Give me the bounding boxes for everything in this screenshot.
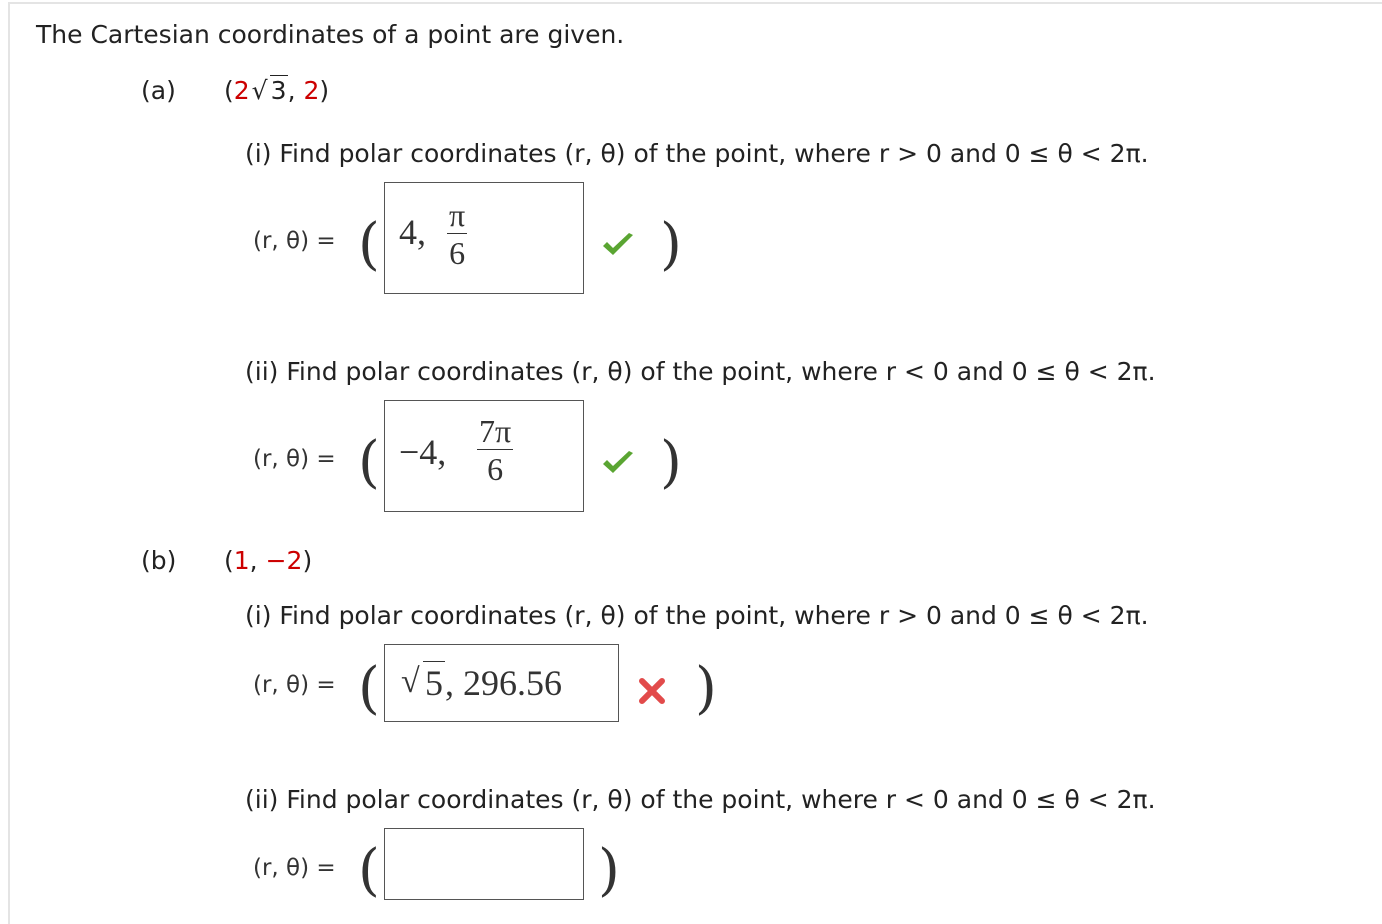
check-icon xyxy=(601,450,635,476)
part-a-i-answer-box[interactable] xyxy=(384,182,584,294)
close-paren: ) xyxy=(695,656,717,721)
open-paren: ( xyxy=(358,656,380,721)
sqrt-symbol: √ 5 xyxy=(401,663,443,703)
part-a-point: (2 √ 3, 2) xyxy=(224,76,330,105)
question-intro: The Cartesian coordinates of a point are given. xyxy=(36,20,625,49)
panel-top-border xyxy=(8,2,1382,4)
point-b-x: 1 xyxy=(233,546,250,575)
open-paren: ( xyxy=(358,430,380,495)
part-b-point: (1, −2) xyxy=(224,546,313,575)
open-paren: ( xyxy=(358,212,380,277)
close-paren: ) xyxy=(598,838,620,903)
part-a-i-lhs: (r, θ) = xyxy=(253,228,336,254)
part-b-ii-lhs: (r, θ) = xyxy=(253,855,336,881)
answer-r: −4, xyxy=(399,432,447,472)
part-b-i-prompt: (i) Find polar coordinates (r, θ) of the point, where r > 0 and 0 ≤ θ < 2π. xyxy=(245,601,1149,630)
answer-theta-fraction: $\frac{7\pi}{6}$ xyxy=(479,413,512,487)
point-a-x-coefficient: 2 xyxy=(233,76,250,105)
answer-value: √ 5, 296.56 xyxy=(401,663,562,703)
part-a-label: (a) xyxy=(141,76,176,105)
part-a-ii-prompt: (ii) Find polar coordinates (r, θ) of the point, where r < 0 and 0 ≤ θ < 2π. xyxy=(245,357,1156,386)
point-a-y: 2 xyxy=(303,76,320,105)
close-paren: ) xyxy=(660,430,682,495)
sqrt-symbol: √ 3 xyxy=(251,76,287,105)
cross-icon xyxy=(638,677,666,705)
part-a-ii-answer-box[interactable] xyxy=(384,400,584,512)
check-icon xyxy=(601,232,635,258)
answer-theta-fraction: $\frac{\pi}{6}$ xyxy=(449,197,466,271)
part-a-i-prompt: (i) Find polar coordinates (r, θ) of the point, where r > 0 and 0 ≤ θ < 2π. xyxy=(245,139,1149,168)
open-paren: ( xyxy=(358,838,380,903)
panel-left-border xyxy=(8,2,10,924)
part-a-ii-lhs: (r, θ) = xyxy=(253,446,336,472)
answer-r: 4, xyxy=(399,212,426,252)
part-b-i-lhs: (r, θ) = xyxy=(253,672,336,698)
close-paren: ) xyxy=(660,212,682,277)
part-b-label: (b) xyxy=(141,546,177,575)
part-b-ii-answer-input[interactable] xyxy=(384,828,584,900)
part-b-ii-prompt: (ii) Find polar coordinates (r, θ) of the point, where r < 0 and 0 ≤ θ < 2π. xyxy=(245,785,1156,814)
part-b-i-answer-box[interactable] xyxy=(384,644,619,722)
point-b-y: −2 xyxy=(265,546,303,575)
